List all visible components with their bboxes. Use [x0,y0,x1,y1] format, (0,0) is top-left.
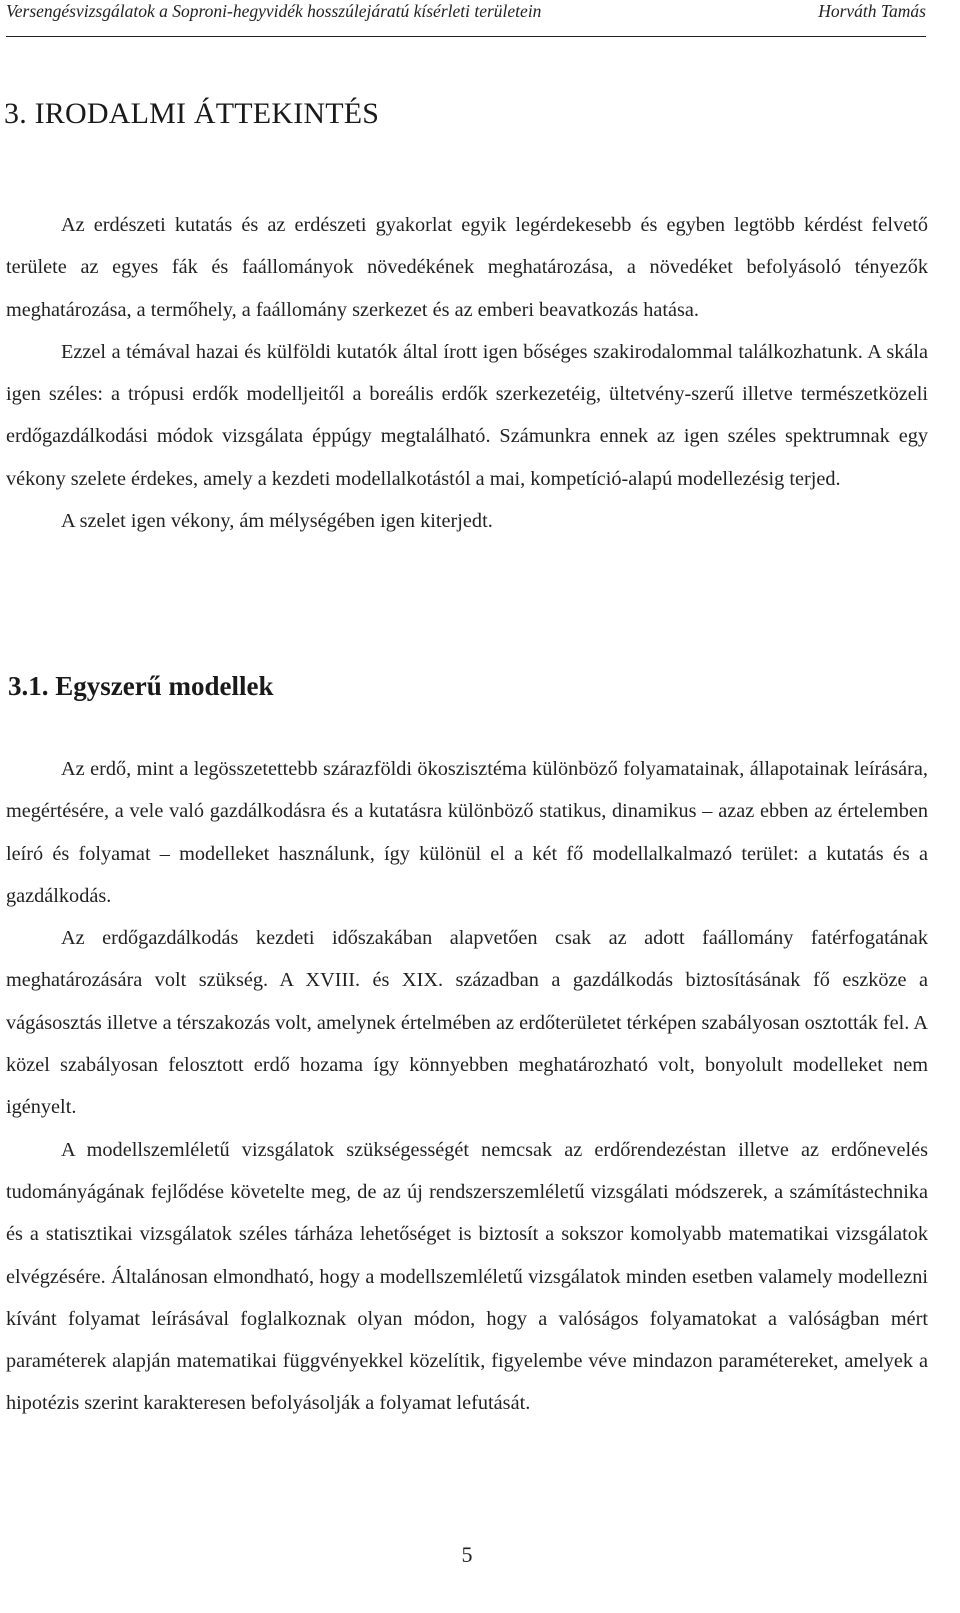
running-header-author: Horváth Tamás [818,1,926,21]
paragraph: A modellszemléletű vizsgálatok szükségességét nemcsak az erdőrendezéstan illetve az erdőnevelés tudományágának fejlődése követelte meg, de az új rendszerszemléletű vizsgálati módszerek, a számítástechnika és a statisztikai vizsgálatok széles tárháza lehetőséget is biztosít a sokszor komolyabb matematikai vizsgálatok elvégzésére. Általánosan elmondható, hogy a modellszemléletű vizsgálatok minden esetben valamely modellezni kívánt folyamat leírásával foglalkoznak olyan módon, hogy a valóságos folyamatokat a valóságban mért paraméterek alapján matematikai függvényekkel közelítik, figyelembe véve mindazon paramétereket, amelyek a hipotézis szerint karakteresen befolyásolják a folyamat lefutását. [6,1138,928,1415]
section-heading: 3.1. Egyszerű modellek [8,671,274,701]
paragraph: A szelet igen vékony, ám mélységében igen kiterjedt. [61,510,493,533]
paragraph: Az erdő, mint a legösszetettebb szárazföldi ökoszisztéma különböző folyamatainak, állapotainak leírására, megértésére, a vele való gazdálkodásra és a kutatásra különböző statikus, dinamikus – azaz ebben az értelemben leíró és folyamat – modelleket használunk, így különül el a két fő modellalkalmazó terület: a kutatás és a gazdálkodás. [6,758,928,907]
paragraph: Ezzel a témával hazai és külföldi kutatók által írott igen bőséges szakirodalommal találkozhatunk. A skála igen széles: a trópusi erdők modelljeitől a boreális erdők szerkezetéig, ültetvény-szerű illetve természetközeli erdőgazdálkodási módok vizsgálata éppúgy megtalálható. Számunkra ennek az igen széles spektrumnak egy vékony szelete érdekes, amely a kezdeti modellalkotástól a mai, kompetíció-alapú modellezésig terjed. [6,340,928,490]
paragraph: Az erdőgazdálkodás kezdeti időszakában alapvetően csak az adott faállomány fatérfogatának meghatározására volt szükség. A XVIII. és XIX. században a gazdálkodás biztosításának fő eszköze a vágásosztás illetve a térszakozás volt, amelynek értelmében az erdőterületet térképen szabályosan osztották fel. A közel szabályosan felosztott erdő hozama így könnyebben meghatározható volt, bonyolult modelleket nem igényelt. [6,927,928,1119]
page-number: 5 [461,1542,473,1567]
running-header [6,0,926,37]
paragraph: Az erdészeti kutatás és az erdészeti gyakorlat egyik legérdekesebb és egyben legtöbb kérdést felvető területe az egyes fák és faállományok növedékének meghatározása, a növedéket befolyásoló tényezők meghatározása, a termőhely, a faállomány szerkezet és az emberi beavatkozás hatása. [6,214,928,321]
chapter-body [6,204,928,542]
section-body [6,748,928,1425]
running-header-title: Versengésvizsgálatok a Soproni-hegyvidék hosszúlejáratú kísérleti területein [6,1,542,21]
chapter-heading: 3. IRODALMI ÁTTEKINTÉS [4,97,380,130]
